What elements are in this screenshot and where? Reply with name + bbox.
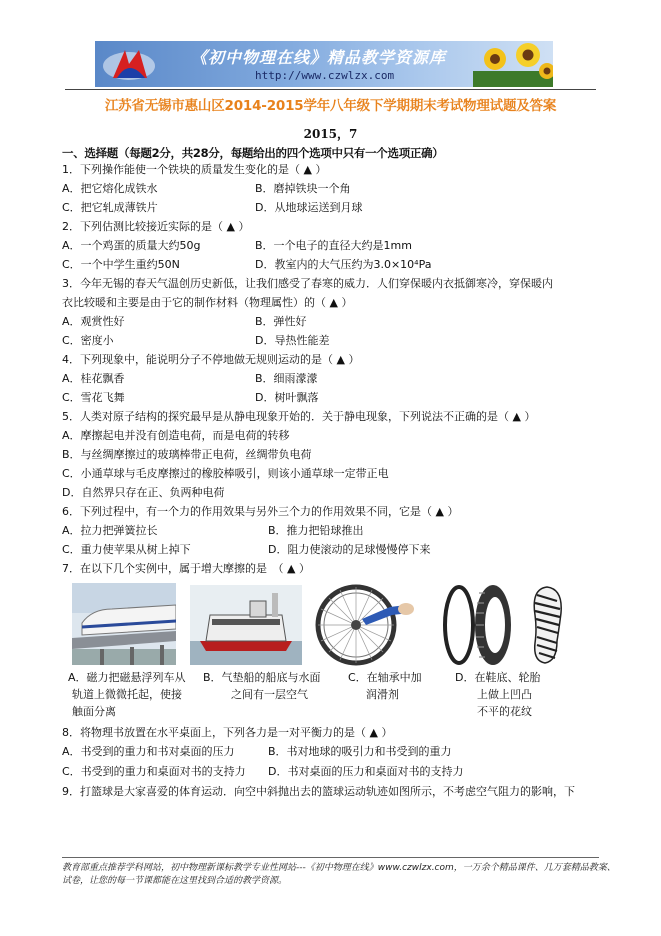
option: C．一个中学生重约50N — [62, 258, 180, 271]
question-stem: 1．下列操作能使一个铁块的质量发生变化的是（ ▲ ） — [62, 163, 327, 176]
option-continued: 润滑剂 — [366, 688, 399, 701]
question-stem: 2．下列估测比较接近实际的是（ ▲ ） — [62, 220, 250, 233]
question-stem: 5．人类对原子结构的探究最早是从静电现象开始的．关于静电现象，下列说法不正确的是（ ▲ ） — [62, 410, 536, 423]
option: B．推力把铅球推出 — [268, 524, 364, 537]
option: D．在鞋底、轮胎 — [455, 671, 541, 684]
option: A．摩擦起电并没有创造电荷，而是电荷的转移 — [62, 429, 290, 442]
option: A．一个鸡蛋的质量大约50g — [62, 239, 201, 252]
option: B．书对地球的吸引力和书受到的重力 — [268, 745, 452, 758]
q7-figures — [62, 583, 582, 667]
option-continued: 轨道上微微托起，使接 — [72, 688, 182, 701]
wheel-lubricant-icon — [310, 583, 430, 667]
option: A．观赏性好 — [62, 315, 125, 328]
question-stem: 衣比较暖和主要是由于它的制作材料（物理属性）的（ ▲ ） — [62, 296, 353, 309]
option: A．拉力把弹簧拉长 — [62, 524, 158, 537]
footer-divider — [62, 857, 599, 858]
option: C．雪花飞舞 — [62, 391, 125, 404]
option: C．书受到的重力和桌面对书的支持力 — [62, 765, 246, 778]
question-stem: 6．下列过程中，有一个力的作用效果与另外三个力的作用效果不同，它是（ ▲ ） — [62, 505, 459, 518]
shoe-sole-icon — [527, 585, 567, 665]
header-banner — [95, 41, 553, 87]
option: D．导热性能差 — [255, 334, 330, 347]
question-stem: 4．下列现象中，能说明分子不停地做无规则运动的是（ ▲ ） — [62, 353, 360, 366]
option: B．细雨濛濛 — [255, 372, 318, 385]
tire-icon — [437, 583, 517, 667]
page-footer: 教育部重点推荐学科网站，初中物理新课标教学专业性网站---《初中物理在线》www.czwlzx.com，一万余个精品课件、几万套精品教案、试卷，让您的每一节课都能在这里找到合适的教学资源。 — [62, 863, 616, 886]
option: D．教室内的大气压约为3.0×10⁴Pa — [255, 258, 432, 271]
option-continued: 上做上凹凸 — [477, 688, 532, 701]
question-stem: 9．打篮球是大家喜爱的体育运动．向空中斜抛出去的篮球运动轨迹如图所示，不考虑空气阻力的影响，下 — [62, 785, 575, 798]
question-stem: 7．在以下几个实例中，属于增大摩擦的是 （ ▲ ） — [62, 562, 310, 575]
section-heading: 一、选择题（每题2分，共28分，每题给出的四个选项中只有一个选项正确） — [62, 146, 444, 160]
option: B．弹性好 — [255, 315, 307, 328]
option-continued: 之间有一层空气 — [231, 688, 308, 701]
option: B．气垫船的船底与水面 — [203, 671, 321, 684]
option: A．磁力把磁悬浮列车从 — [68, 671, 186, 684]
option-continued: 触面分离 — [72, 705, 116, 718]
header-divider — [65, 89, 596, 90]
option: C．小通草球与毛皮摩擦过的橡胶棒吸引，则该小通草球一定带正电 — [62, 467, 389, 480]
option: B．磨掉铁块一个角 — [255, 182, 351, 195]
option: D．从地球运送到月球 — [255, 201, 363, 214]
banner-title: 《初中物理在线》精品教学资源库 — [191, 48, 447, 67]
document-title: 江苏省无锡市惠山区2014-2015学年八年级下学期期末考试物理试题及答案 — [104, 98, 557, 114]
question-stem: 3．今年无锡的春天气温创历史新低，让我们感受了春寒的威力．人们穿保暖内衣抵御寒冷，穿保暖内 — [62, 277, 553, 290]
option: B．一个电子的直径大约是1mm — [255, 239, 412, 252]
option: D．树叶飘落 — [255, 391, 319, 404]
sunflower-icon — [473, 41, 553, 87]
maglev-train-icon — [72, 583, 176, 665]
option: A．桂花飘香 — [62, 372, 125, 385]
option: C．密度小 — [62, 334, 114, 347]
option: A．书受到的重力和书对桌面的压力 — [62, 745, 235, 758]
option: C．把它轧成薄铁片 — [62, 201, 158, 214]
option: C．在轴承中加 — [348, 671, 422, 684]
question-stem: 8．将物理书放置在水平桌面上，下列各力是一对平衡力的是（ ▲ ） — [62, 726, 393, 739]
hovercraft-icon — [190, 585, 302, 665]
option: B．与丝绸摩擦过的玻璃棒带正电荷，丝绸带负电荷 — [62, 448, 312, 461]
document-date: 2015，7 — [303, 127, 358, 141]
option: C．重力使苹果从树上掉下 — [62, 543, 191, 556]
option: D．阻力使滚动的足球慢慢停下来 — [268, 543, 431, 556]
site-logo-icon — [99, 44, 159, 84]
option-continued: 不平的花纹 — [477, 705, 532, 718]
option: A．把它熔化成铁水 — [62, 182, 158, 195]
option: D．书对桌面的压力和桌面对书的支持力 — [268, 765, 464, 778]
banner-url[interactable]: http://www.czwlzx.com — [255, 69, 395, 82]
option: D．自然界只存在正、负两种电荷 — [62, 486, 225, 499]
